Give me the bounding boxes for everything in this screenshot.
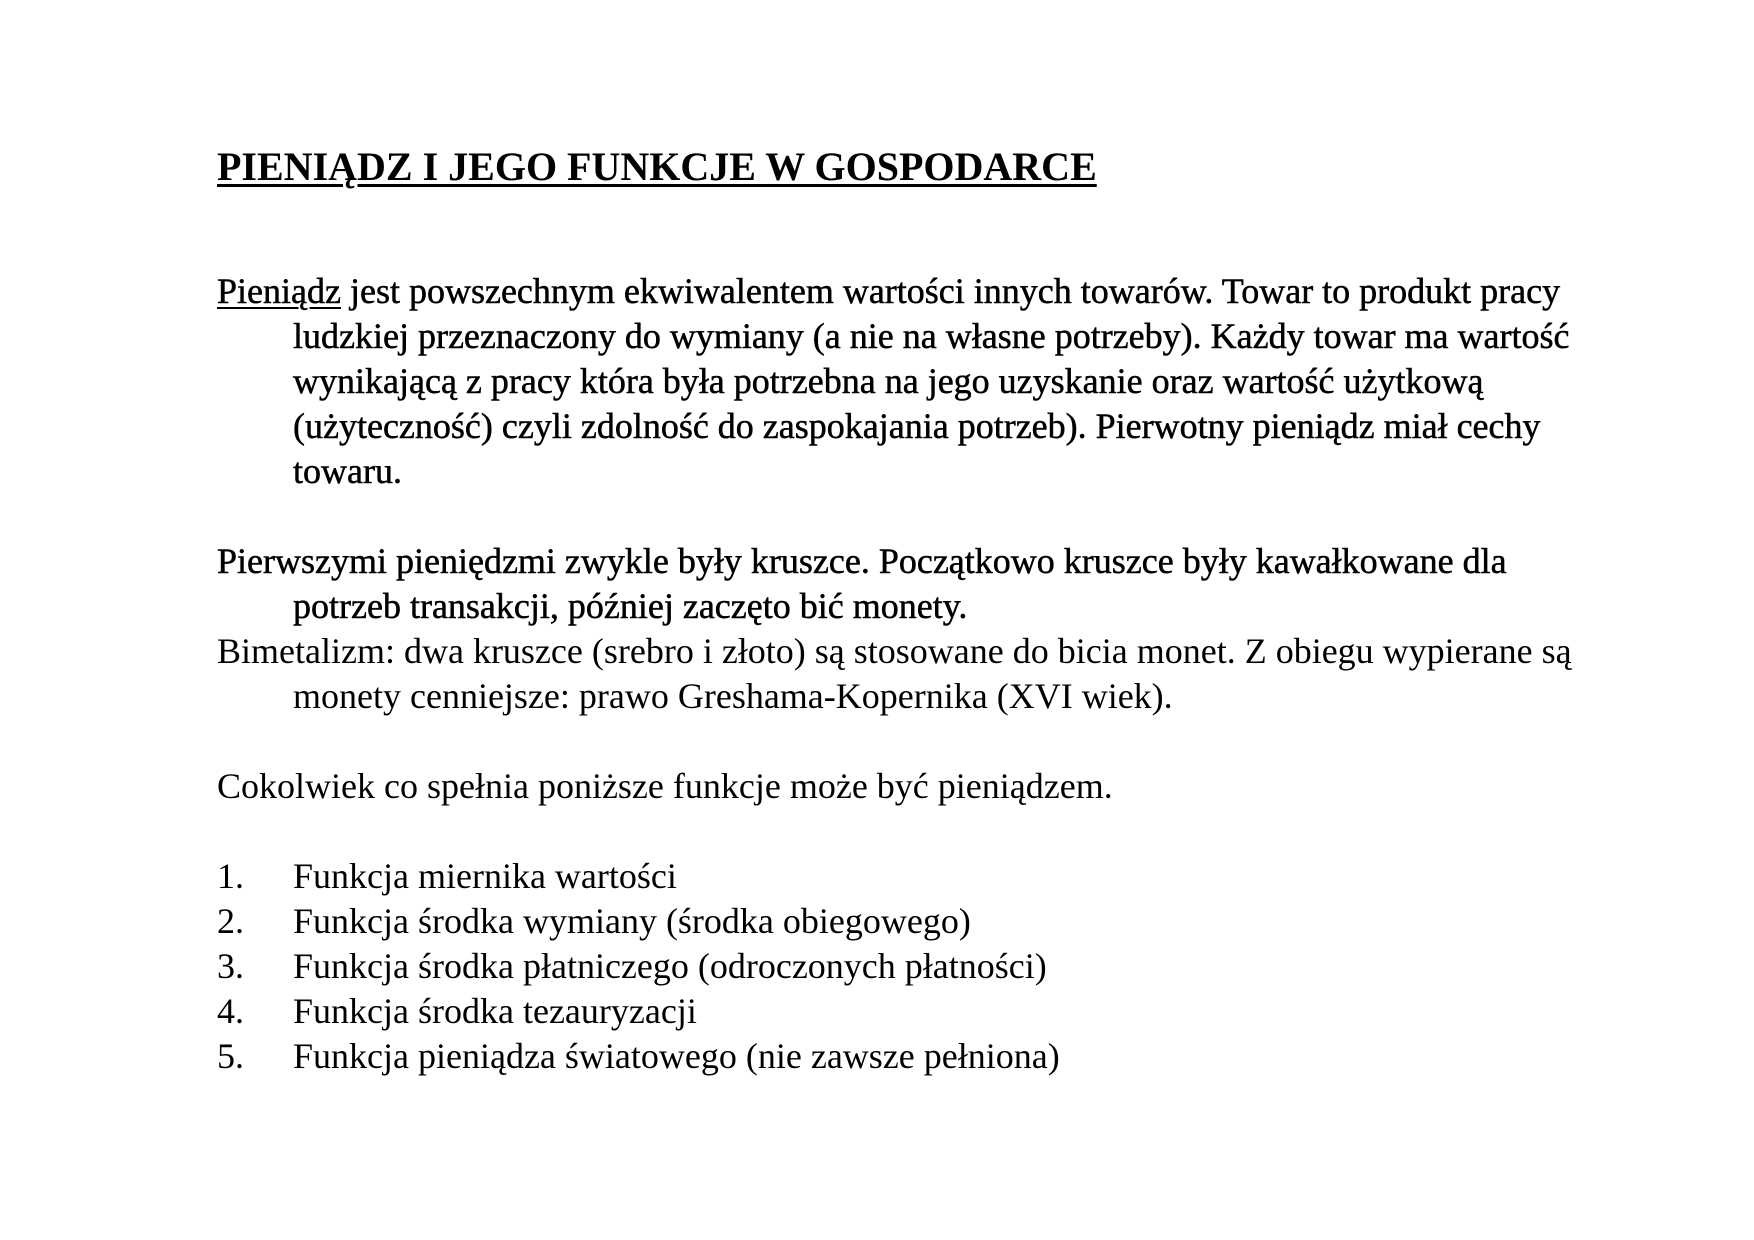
list-item (217, 944, 1617, 989)
list-item-text: Funkcja środka tezauryzacji (293, 991, 697, 1031)
term-pieniadz: Pieniądz (217, 271, 341, 311)
list-item-text: Funkcja środka wymiany (środka obiegowego) (293, 901, 971, 941)
list-item-number: 1. (217, 856, 244, 896)
list-item-number: 4. (217, 991, 244, 1031)
list-item-number: 3. (217, 946, 244, 986)
functions-list (217, 854, 1617, 1079)
paragraph-functions-intro: Cokolwiek co spełnia poniższe funkcje może być pieniądzem. (217, 766, 1113, 806)
paragraph-money-definition (217, 269, 1617, 494)
list-item-number: 2. (217, 901, 244, 941)
paragraph-money-definition-text: jest powszechnym ekwiwalentem wartości innych towarów. Towar to produkt pracy ludzkiej przeznaczony do wymiany (a nie na własne potrzeby). Każdy towar ma wartość wynikającą z pracy która była potrzebna na jego uzyskanie oraz wartość użytkową (użyteczność) czyli zdolność do zaspokajania potrzeb). Pierwotny pieniądz miał cechy towaru. (293, 271, 1570, 491)
list-item-number: 5. (217, 1036, 244, 1076)
list-item-text: Funkcja miernika wartości (293, 856, 677, 896)
list-item-text: Funkcja środka płatniczego (odroczonych płatności) (293, 946, 1047, 986)
list-item (217, 899, 1617, 944)
paragraph-bimetalism: Bimetalizm: dwa kruszce (srebro i złoto) są stosowane do bicia monet. Z obiegu wypierane są monety cenniejsze: prawo Greshama-Kopernika (XVI wiek). (217, 631, 1572, 716)
list-item (217, 1034, 1617, 1079)
document-title: PIENIĄDZ I JEGO FUNKCJE W GOSPODARCE (217, 144, 1097, 189)
list-item (217, 989, 1617, 1034)
list-item-text: Funkcja pieniądza światowego (nie zawsze pełniona) (293, 1036, 1060, 1076)
paragraph-first-money: Pierwszymi pieniędzmi zwykle były kruszce. Początkowo kruszce były kawałkowane dla potrzeb transakcji, później zaczęto bić monety. (217, 541, 1507, 626)
document-page (217, 145, 1617, 1079)
list-item (217, 854, 1617, 899)
